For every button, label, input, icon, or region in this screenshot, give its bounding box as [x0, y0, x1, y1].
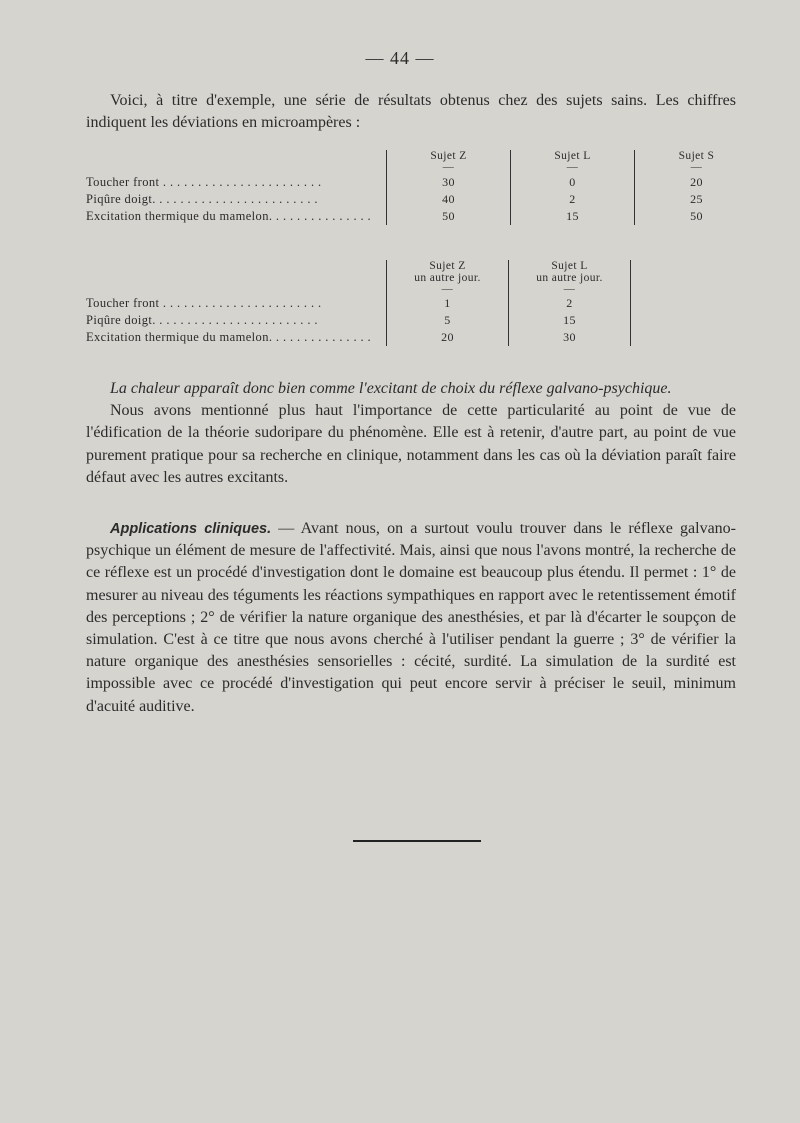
applications-block	[86, 518, 736, 718]
intro-paragraph: Voici, à titre d'exemple, une série de résultats obtenus chez des sujets sains. Les chiffres indiquent les déviations en microampères :	[86, 92, 736, 131]
table-cell: 2	[511, 191, 635, 208]
results-table-2	[86, 260, 631, 346]
table-cell: 2	[509, 295, 631, 312]
table-cell: 25	[635, 191, 759, 208]
table-cell: 1	[387, 295, 509, 312]
end-rule	[353, 840, 481, 842]
conclusion-block	[86, 378, 736, 489]
table-cell: 5	[387, 312, 509, 329]
page-number: — 44 —	[365, 48, 435, 68]
section-heading: Applications cliniques.	[110, 521, 272, 537]
table-header-row	[86, 260, 631, 295]
table-header-row	[86, 150, 758, 174]
body-paragraph: Nous avons mentionné plus haut l'importance de cette particularité au point de vue de l'édification de la théorie sudoripare du phénomène. Elle est à retenir, d'autre part, au point de vue purement pratique pour sa recherche en clinique, notamment dans les cas où la déviation paraît faire défaut avec les autres excitants.	[86, 402, 736, 486]
table-row	[86, 295, 631, 312]
column-header: Sujet L —	[511, 150, 635, 174]
column-header: Sujet S —	[635, 150, 759, 174]
applications-text: — Avant nous, on a surtout voulu trouver dans le réflexe galvano-psychique un élément de mesure de l'affectivité. Mais, ainsi que nous l'avons montré, la recherche de ce réflexe est un procédé d'investigation dont le domaine est beaucoup plus étendu. Il permet : 1° de mesurer au niveau des téguments les réactions sympathiques en rapport avec le retentissement émotif des perceptions ; 2° de vérifier la nature organique des anesthésies, et par là d'écarter le soupçon de simulation. C'est à ce titre que nous avons cherché à l'utiliser pendant la guerre ; 3° de vérifier la nature organique des anesthésies sensorielles : cécité, surdité. La simulation de la surdité est impossible avec ce procédé d'investigation qui peut encore servir à préciser le seuil, minimum d'acuité auditive.	[86, 520, 736, 715]
table-cell: 0	[511, 174, 635, 191]
table-cell: 15	[511, 208, 635, 225]
column-header: Sujet L un autre jour. —	[509, 260, 631, 295]
row-label: Toucher front . . . . . . . . . . . . . . . . . . . . . . .	[86, 296, 322, 310]
table-cell: 20	[387, 329, 509, 346]
table-cell: 30	[387, 174, 511, 191]
column-header: Sujet Z —	[387, 150, 511, 174]
results-table-1	[86, 150, 758, 225]
table-cell: 15	[509, 312, 631, 329]
table-row	[86, 208, 758, 225]
table-row	[86, 312, 631, 329]
row-label: Piqûre doigt. . . . . . . . . . . . . . . . . . . . . . . .	[86, 192, 318, 206]
row-label: Excitation thermique du mamelon. . . . . . . . . . . . . . .	[86, 330, 372, 344]
row-label: Excitation thermique du mamelon. . . . . . . . . . . . . . .	[86, 209, 372, 223]
table-cell: 40	[387, 191, 511, 208]
table-cell: 50	[387, 208, 511, 225]
table-row	[86, 191, 758, 208]
applications-paragraph	[86, 518, 736, 718]
conclusion-sentence: La chaleur apparaît donc bien comme l'excitant de choix du réflexe galvano-psychique.	[110, 380, 672, 397]
table-cell: 50	[635, 208, 759, 225]
row-label: Piqûre doigt. . . . . . . . . . . . . . . . . . . . . . . .	[86, 313, 318, 327]
table-row	[86, 174, 758, 191]
table-cell: 20	[635, 174, 759, 191]
table-cell: 30	[509, 329, 631, 346]
table-row	[86, 329, 631, 346]
row-label: Toucher front . . . . . . . . . . . . . . . . . . . . . . .	[86, 175, 322, 189]
column-header: Sujet Z un autre jour. —	[387, 260, 509, 295]
